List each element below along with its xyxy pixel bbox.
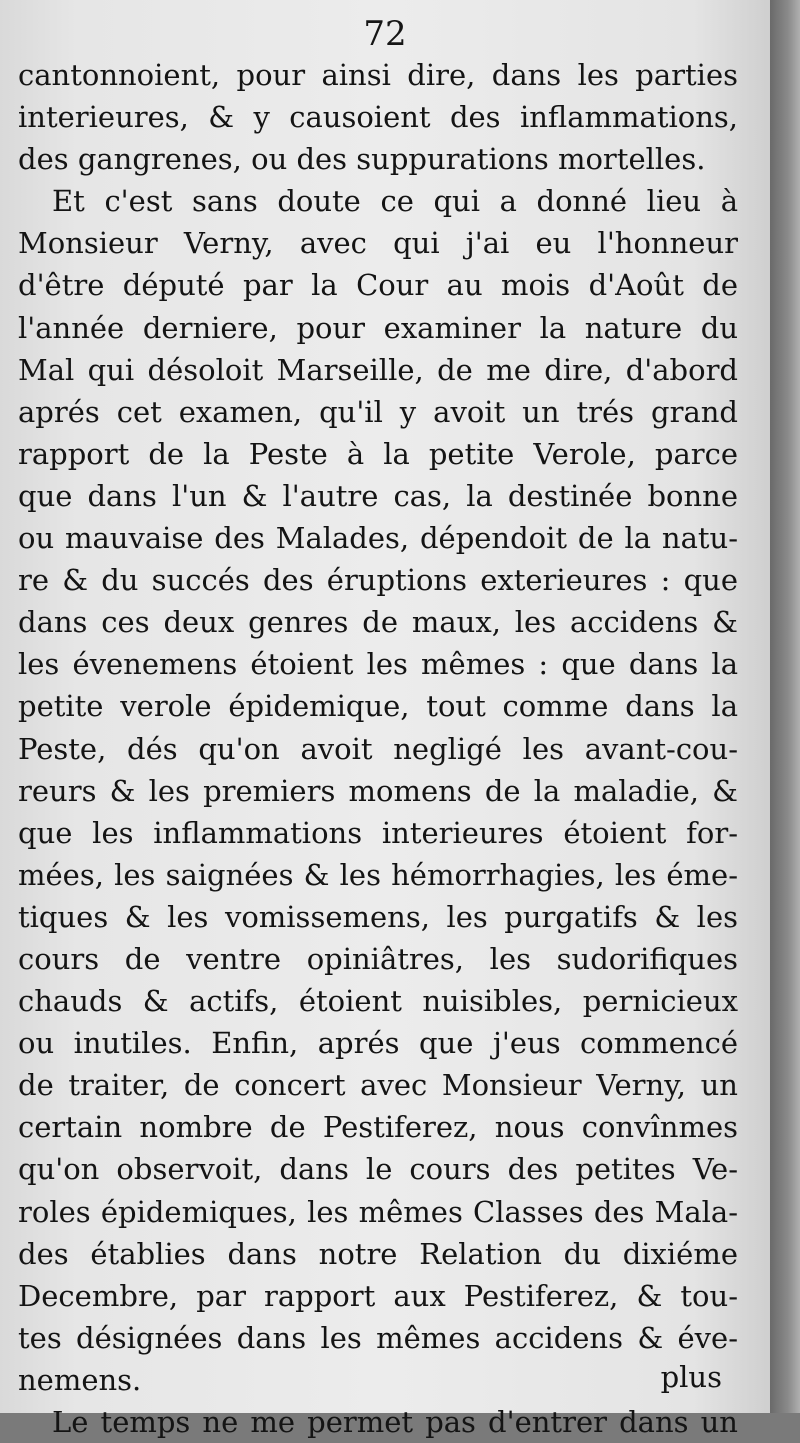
text-line: mées, les saignées & les hémorrhagies, les éme- — [18, 857, 738, 892]
page-number: 72 — [363, 14, 407, 54]
text-line: cantonnoient, pour ainsi dire, dans les parties — [18, 58, 738, 92]
text-line: Monsieur Verny, avec qui j'ai eu l'honneur — [18, 226, 738, 261]
text-line: interieures, & y causoient des inflammations, — [18, 100, 738, 135]
text-line: tes désignées dans les mêmes accidens & éve- — [18, 1320, 738, 1355]
text-line: des gangrenes, ou des suppurations mortelles. — [18, 142, 706, 177]
text-line: chauds & actifs, étoient nuisibles, pernicieux — [18, 984, 738, 1019]
text-line: Et c'est sans doute ce qui a donné lieu à — [52, 184, 738, 219]
text-line: tiques & les vomissemens, les purgatifs & les — [18, 899, 738, 934]
text-line: petite verole épidemique, tout comme dans la — [18, 689, 738, 724]
text-line: l'année derniere, pour examiner la nature du — [18, 310, 738, 345]
text-line: roles épidemiques, les mêmes Classes des Mala- — [18, 1194, 738, 1229]
text-line: de traiter, de concert avec Monsieur Verny, un — [18, 1068, 738, 1103]
text-line: qu'on observoit, dans le cours des petites Ve- — [18, 1152, 738, 1187]
text-line: Mal qui désoloit Marseille, de me dire, d'abord — [18, 352, 738, 387]
text-line: des établies dans notre Relation du dixiéme — [18, 1236, 738, 1271]
page-gutter — [770, 0, 800, 1413]
text-line: ou inutiles. Enfin, aprés que j'eus commencé — [18, 1026, 738, 1061]
text-line: dans ces deux genres de maux, les accidens & — [18, 605, 738, 640]
page-body — [18, 54, 738, 1443]
catchword: plus — [660, 1360, 722, 1394]
text-line: que les inflammations interieures étoient for- — [18, 815, 738, 850]
text-line: rapport de la Peste à la petite Verole, parce — [18, 436, 738, 471]
text-line: cours de ventre opiniâtres, les sudorifiques — [18, 941, 738, 976]
text-line: d'être député par la Cour au mois d'Août de — [18, 268, 738, 303]
text-line: que dans l'un & l'autre cas, la destinée bonne — [18, 478, 738, 513]
text-line: reurs & les premiers momens de la maladie, & — [18, 773, 738, 808]
text-line: ou mauvaise des Malades, dépendoit de la natu- — [18, 521, 738, 556]
text-line: les évenemens étoient les mêmes : que dans la — [18, 647, 738, 682]
text-line: Peste, dés qu'on avoit negligé les avant-cou- — [18, 731, 738, 766]
text-line: re & du succés des éruptions exterieures : que — [18, 563, 738, 598]
text-line: nemens. — [18, 1362, 142, 1397]
text-line: Decembre, par rapport aux Pestiferez, & tou- — [18, 1278, 738, 1313]
text-line: Le temps ne me permet pas d'entrer dans un — [52, 1405, 738, 1439]
text-line: certain nombre de Pestiferez, nous convînmes — [18, 1110, 738, 1145]
text-line: aprés cet examen, qu'il y avoit un trés grand — [18, 394, 738, 429]
